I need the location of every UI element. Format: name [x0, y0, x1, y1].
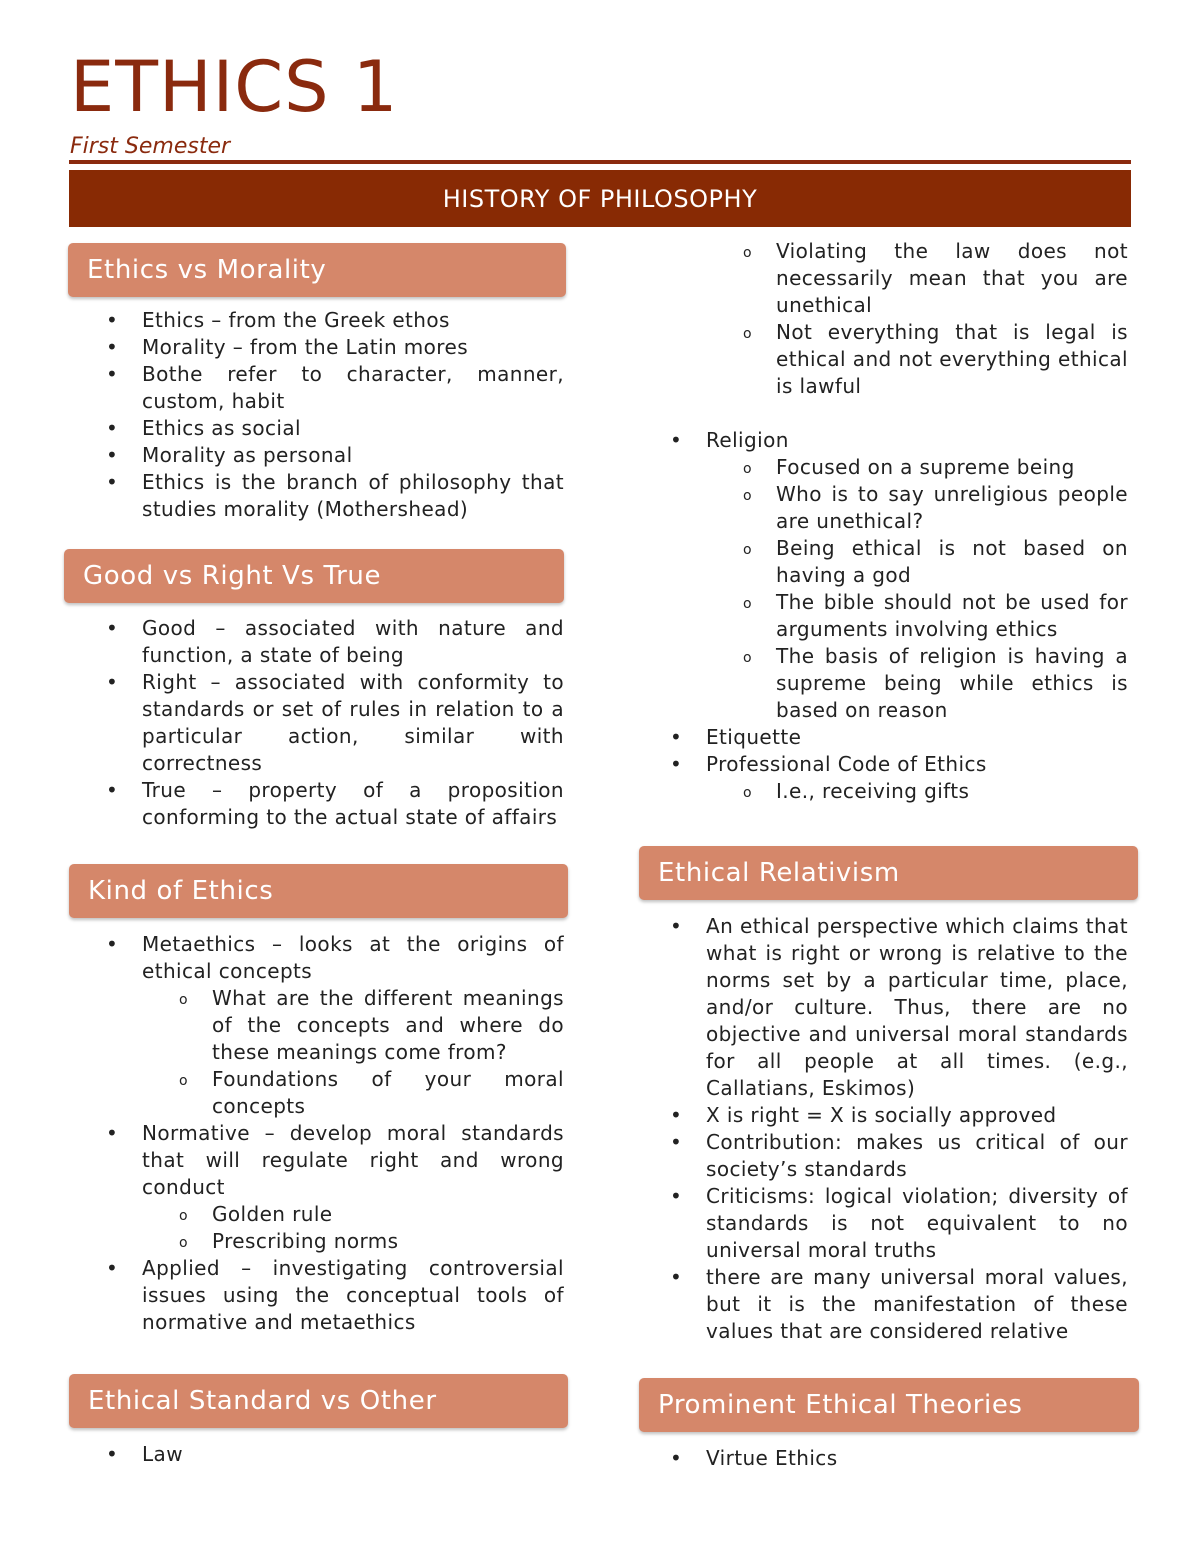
title-rule [69, 160, 1131, 164]
list-item: • Etiquette [634, 724, 1128, 751]
list-item: • Ethics as social [70, 415, 564, 442]
list-item: o Not everything that is legal is ethical and not everything ethical is lawful [634, 319, 1128, 400]
list-item: • X is right = X is socially approved [634, 1102, 1128, 1129]
heading-good-right-true: Good vs Right Vs True [64, 549, 564, 603]
list-item: o I.e., receiving gifts [634, 778, 1128, 805]
list-ethics-vs-morality [70, 307, 564, 523]
list-item: • Ethics – from the Greek ethos [70, 307, 564, 334]
heading-ethical-relativism: Ethical Relativism [639, 846, 1138, 900]
list-item: o Who is to say unreligious people are unethical? [634, 481, 1128, 535]
heading-ethical-standard: Ethical Standard vs Other [69, 1374, 568, 1428]
document-title: ETHICS 1 [70, 46, 399, 128]
heading-kind-of-ethics: Kind of Ethics [69, 864, 568, 918]
list-item: • Contribution: makes us critical of our society’s standards [634, 1129, 1128, 1183]
document-subtitle: First Semester [70, 134, 231, 159]
section-banner: HISTORY OF PHILOSOPHY [69, 170, 1131, 227]
list-item: • there are many universal moral values, but it is the manifestation of these values that are considered relative [634, 1264, 1128, 1345]
list-ethical-relativism [634, 913, 1128, 1345]
list-item: • Virtue Ethics [634, 1445, 1128, 1472]
list-item: • Morality – from the Latin mores [70, 334, 564, 361]
list-item: • Religion [634, 427, 1128, 454]
list-item: • An ethical perspective which claims that what is right or wrong is relative to the norms set by a particular time, place, and/or culture. Thus, there are no objective and universal moral standards for all people at all times. (e.g., Callatians, Eskimos) [634, 913, 1128, 1102]
list-item: • Criticisms: logical violation; diversity of standards is not equivalent to no universal moral truths [634, 1183, 1128, 1264]
list-ethical-standard-left [70, 1441, 564, 1468]
list-item: • Law [70, 1441, 564, 1468]
list-item: • Metaethics – looks at the origins of ethical concepts [70, 931, 564, 985]
list-item: • Normative – develop moral standards that will regulate right and wrong conduct [70, 1120, 564, 1201]
list-item: • Right – associated with conformity to standards or set of rules in relation to a particular action, similar with correctness [70, 669, 564, 777]
list-kind-of-ethics [70, 931, 564, 1336]
list-item: o Violating the law does not necessarily mean that you are unethical [634, 238, 1128, 319]
list-item: o What are the different meanings of the concepts and where do these meanings come from? [70, 985, 564, 1066]
list-item: o The bible should not be used for arguments involving ethics [634, 589, 1128, 643]
list-item: • Professional Code of Ethics [634, 751, 1128, 778]
list-item: o Golden rule [70, 1201, 564, 1228]
list-item: • Applied – investigating controversial issues using the conceptual tools of normative and metaethics [70, 1255, 564, 1336]
list-item: o The basis of religion is having a supreme being while ethics is based on reason [634, 643, 1128, 724]
list-item: • Bothe refer to character, manner, custom, habit [70, 361, 564, 415]
list-good-right-true [70, 615, 564, 831]
list-prominent-theories [634, 1445, 1128, 1472]
list-item: • True – property of a proposition conforming to the actual state of affairs [70, 777, 564, 831]
list-item: o Being ethical is not based on having a god [634, 535, 1128, 589]
list-ethical-standard-right [634, 238, 1128, 805]
heading-prominent-theories: Prominent Ethical Theories [639, 1378, 1139, 1432]
heading-ethics-vs-morality: Ethics vs Morality [68, 243, 566, 297]
list-spacer [634, 400, 1128, 427]
list-item: • Ethics is the branch of philosophy that studies morality (Mothershead) [70, 469, 564, 523]
list-item: o Foundations of your moral concepts [70, 1066, 564, 1120]
list-item: • Good – associated with nature and function, a state of being [70, 615, 564, 669]
list-item: o Focused on a supreme being [634, 454, 1128, 481]
list-item: • Morality as personal [70, 442, 564, 469]
list-item: o Prescribing norms [70, 1228, 564, 1255]
